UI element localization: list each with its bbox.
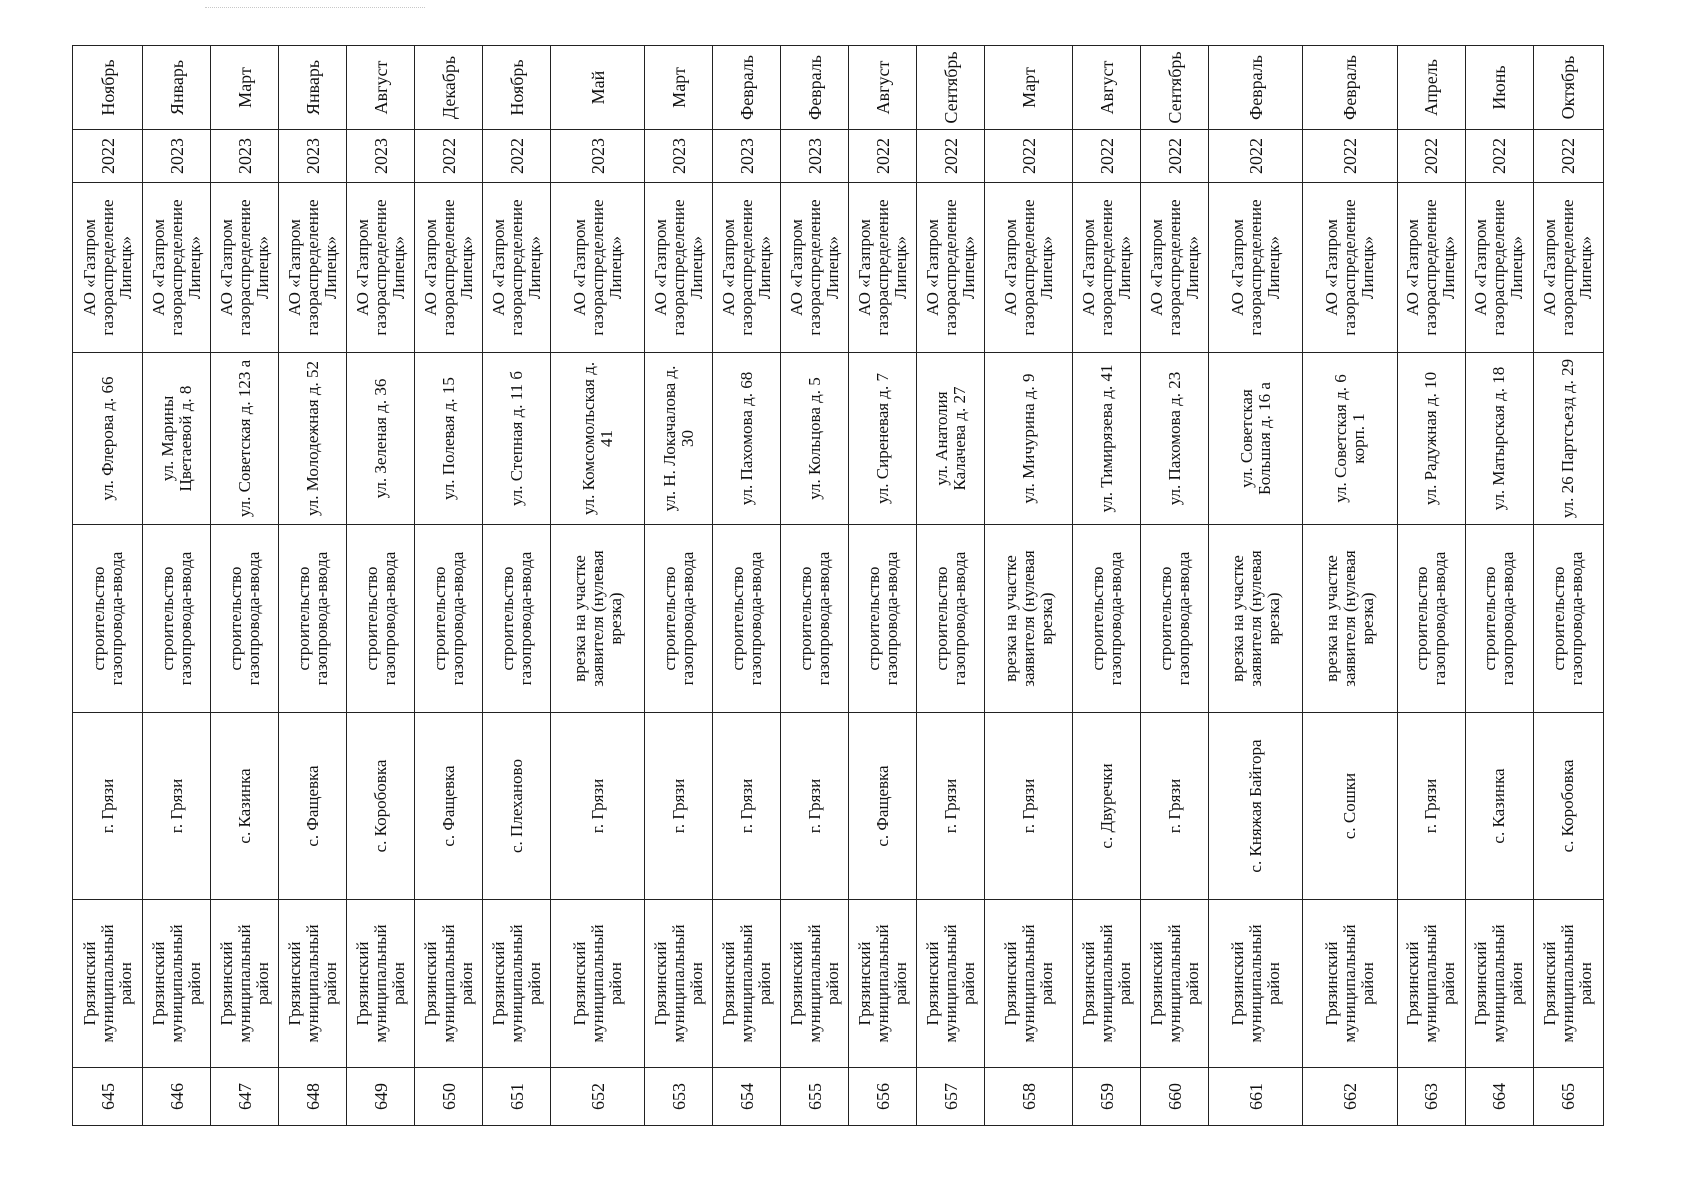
year-cell: 2022 <box>917 130 985 183</box>
table-row <box>415 46 483 1126</box>
table-row <box>849 46 917 1126</box>
year-cell: 2022 <box>1303 130 1397 183</box>
address-cell: ул. Тимирязева д. 41 <box>1073 353 1141 525</box>
organization-cell: АО «Газпром газораспределение Липецк» <box>1397 183 1465 353</box>
row-number: 648 <box>279 1068 347 1126</box>
organization-cell: АО «Газпром газораспределение Липецк» <box>551 183 645 353</box>
table-row <box>551 46 645 1126</box>
row-number: 651 <box>483 1068 551 1126</box>
table-row <box>483 46 551 1126</box>
year-cell: 2022 <box>985 130 1073 183</box>
locality-cell: с. Фащевка <box>279 713 347 900</box>
row-number: 658 <box>985 1068 1073 1126</box>
year-cell: 2023 <box>781 130 849 183</box>
row-number: 659 <box>1073 1068 1141 1126</box>
row-number: 649 <box>347 1068 415 1126</box>
table-row <box>713 46 781 1126</box>
table-row <box>279 46 347 1126</box>
month-cell: Июнь <box>1465 46 1533 130</box>
year-cell: 2022 <box>1073 130 1141 183</box>
address-cell: ул. Флерова д. 66 <box>73 353 143 525</box>
locality-cell: с. Казинка <box>1465 713 1533 900</box>
address-cell: ул. Анатолия Калачева д. 27 <box>917 353 985 525</box>
organization-cell: АО «Газпром газораспределение Липецк» <box>781 183 849 353</box>
district-cell: Грязинский муниципальный район <box>1141 900 1209 1068</box>
month-cell: Февраль <box>713 46 781 130</box>
row-number: 661 <box>1209 1068 1303 1126</box>
row-number: 654 <box>713 1068 781 1126</box>
month-cell: Февраль <box>1303 46 1397 130</box>
year-cell: 2022 <box>1465 130 1533 183</box>
table-row <box>781 46 849 1126</box>
address-cell: ул. Советская д. 123 а <box>211 353 279 525</box>
work-type-cell: строительство газопровода-ввода <box>645 525 713 713</box>
address-cell: ул. Радужная д. 10 <box>1397 353 1465 525</box>
locality-cell: г. Грязи <box>551 713 645 900</box>
address-cell: ул. Советская Большая д. 16 а <box>1209 353 1303 525</box>
locality-cell: с. Коробовка <box>347 713 415 900</box>
address-cell: ул. Кольцова д. 5 <box>781 353 849 525</box>
locality-cell: с. Казинка <box>211 713 279 900</box>
work-type-cell: строительство газопровода-ввода <box>917 525 985 713</box>
row-number: 660 <box>1141 1068 1209 1126</box>
month-cell: Октябрь <box>1533 46 1603 130</box>
row-number: 652 <box>551 1068 645 1126</box>
table-row <box>985 46 1073 1126</box>
locality-cell: г. Грязи <box>917 713 985 900</box>
organization-cell: АО «Газпром газораспределение Липецк» <box>985 183 1073 353</box>
district-cell: Грязинский муниципальный район <box>849 900 917 1068</box>
organization-cell: АО «Газпром газораспределение Липецк» <box>917 183 985 353</box>
organization-cell: АО «Газпром газораспределение Липецк» <box>483 183 551 353</box>
district-cell: Грязинский муниципальный район <box>985 900 1073 1068</box>
organization-cell: АО «Газпром газораспределение Липецк» <box>143 183 211 353</box>
year-cell: 2022 <box>1141 130 1209 183</box>
district-cell: Грязинский муниципальный район <box>483 900 551 1068</box>
district-cell: Грязинский муниципальный район <box>1073 900 1141 1068</box>
district-cell: Грязинский муниципальный район <box>1465 900 1533 1068</box>
locality-cell: с. Сошки <box>1303 713 1397 900</box>
year-cell: 2023 <box>347 130 415 183</box>
month-cell: Январь <box>279 46 347 130</box>
year-cell: 2022 <box>415 130 483 183</box>
work-type-cell: строительство газопровода-ввода <box>347 525 415 713</box>
district-cell: Грязинский муниципальный район <box>713 900 781 1068</box>
scan-artifact-line <box>205 7 425 8</box>
gasification-table <box>72 45 1604 1126</box>
address-cell: ул. Пахомова д. 23 <box>1141 353 1209 525</box>
row-number: 646 <box>143 1068 211 1126</box>
work-type-cell: врезка на участке заявителя (нулевая врезка) <box>985 525 1073 713</box>
year-cell: 2022 <box>1533 130 1603 183</box>
work-type-cell: строительство газопровода-ввода <box>1465 525 1533 713</box>
work-type-cell: строительство газопровода-ввода <box>849 525 917 713</box>
organization-cell: АО «Газпром газораспределение Липецк» <box>347 183 415 353</box>
table-row <box>917 46 985 1126</box>
district-cell: Грязинский муниципальный район <box>143 900 211 1068</box>
table-row <box>211 46 279 1126</box>
work-type-cell: строительство газопровода-ввода <box>483 525 551 713</box>
month-cell: Март <box>985 46 1073 130</box>
month-cell: Февраль <box>781 46 849 130</box>
month-cell: Сентябрь <box>1141 46 1209 130</box>
organization-cell: АО «Газпром газораспределение Липецк» <box>73 183 143 353</box>
row-number: 650 <box>415 1068 483 1126</box>
address-cell: ул. Молодежная д. 52 <box>279 353 347 525</box>
row-number: 656 <box>849 1068 917 1126</box>
work-type-cell: врезка на участке заявителя (нулевая врезка) <box>1303 525 1397 713</box>
district-cell: Грязинский муниципальный район <box>781 900 849 1068</box>
month-cell: Август <box>849 46 917 130</box>
month-cell: Март <box>645 46 713 130</box>
month-cell: Апрель <box>1397 46 1465 130</box>
district-cell: Грязинский муниципальный район <box>279 900 347 1068</box>
address-cell: ул. Н. Локачалова д. 30 <box>645 353 713 525</box>
district-cell: Грязинский муниципальный район <box>1303 900 1397 1068</box>
organization-cell: АО «Газпром газораспределение Липецк» <box>1141 183 1209 353</box>
district-cell: Грязинский муниципальный район <box>211 900 279 1068</box>
locality-cell: с. Фащевка <box>849 713 917 900</box>
locality-cell: г. Грязи <box>1397 713 1465 900</box>
month-cell: Май <box>551 46 645 130</box>
row-number: 655 <box>781 1068 849 1126</box>
work-type-cell: строительство газопровода-ввода <box>1397 525 1465 713</box>
address-cell: ул. Пахомова д. 68 <box>713 353 781 525</box>
organization-cell: АО «Газпром газораспределение Липецк» <box>1465 183 1533 353</box>
address-cell: ул. Матырская д. 18 <box>1465 353 1533 525</box>
year-cell: 2022 <box>483 130 551 183</box>
work-type-cell: строительство газопровода-ввода <box>211 525 279 713</box>
year-cell: 2023 <box>279 130 347 183</box>
row-number: 664 <box>1465 1068 1533 1126</box>
table-row <box>645 46 713 1126</box>
organization-cell: АО «Газпром газораспределение Липецк» <box>849 183 917 353</box>
row-number: 663 <box>1397 1068 1465 1126</box>
locality-cell: с. Княжая Байгора <box>1209 713 1303 900</box>
district-cell: Грязинский муниципальный район <box>1209 900 1303 1068</box>
rotated-table-page <box>72 51 1604 1126</box>
month-cell: Август <box>1073 46 1141 130</box>
organization-cell: АО «Газпром газораспределение Липецк» <box>645 183 713 353</box>
organization-cell: АО «Газпром газораспределение Липецк» <box>1303 183 1397 353</box>
district-cell: Грязинский муниципальный район <box>645 900 713 1068</box>
table-row <box>1209 46 1303 1126</box>
month-cell: Январь <box>143 46 211 130</box>
locality-cell: с. Коробовка <box>1533 713 1603 900</box>
organization-cell: АО «Газпром газораспределение Липецк» <box>415 183 483 353</box>
district-cell: Грязинский муниципальный район <box>551 900 645 1068</box>
locality-cell: г. Грязи <box>645 713 713 900</box>
work-type-cell: врезка на участке заявителя (нулевая врезка) <box>551 525 645 713</box>
work-type-cell: строительство газопровода-ввода <box>1533 525 1603 713</box>
year-cell: 2023 <box>713 130 781 183</box>
work-type-cell: строительство газопровода-ввода <box>143 525 211 713</box>
year-cell: 2023 <box>211 130 279 183</box>
organization-cell: АО «Газпром газораспределение Липецк» <box>713 183 781 353</box>
locality-cell: с. Плеханово <box>483 713 551 900</box>
address-cell: ул. Зеленая д. 36 <box>347 353 415 525</box>
organization-cell: АО «Газпром газораспределение Липецк» <box>1209 183 1303 353</box>
month-cell: Ноябрь <box>73 46 143 130</box>
year-cell: 2022 <box>1209 130 1303 183</box>
year-cell: 2022 <box>73 130 143 183</box>
table-row <box>73 46 143 1126</box>
address-cell: ул. Степная д. 11 б <box>483 353 551 525</box>
locality-cell: с. Двуречки <box>1073 713 1141 900</box>
table-row <box>1533 46 1603 1126</box>
year-cell: 2022 <box>849 130 917 183</box>
year-cell: 2023 <box>551 130 645 183</box>
table-row <box>1073 46 1141 1126</box>
address-cell: ул. Советская д. 6 корп. 1 <box>1303 353 1397 525</box>
work-type-cell: строительство газопровода-ввода <box>415 525 483 713</box>
table-row <box>143 46 211 1126</box>
month-cell: Август <box>347 46 415 130</box>
work-type-cell: врезка на участке заявителя (нулевая врезка) <box>1209 525 1303 713</box>
work-type-cell: строительство газопровода-ввода <box>1141 525 1209 713</box>
locality-cell: г. Грязи <box>781 713 849 900</box>
address-cell: ул. Полевая д. 15 <box>415 353 483 525</box>
year-cell: 2023 <box>645 130 713 183</box>
district-cell: Грязинский муниципальный район <box>1533 900 1603 1068</box>
year-cell: 2023 <box>143 130 211 183</box>
row-number: 657 <box>917 1068 985 1126</box>
month-cell: Сентябрь <box>917 46 985 130</box>
address-cell: ул. Марины Цветаевой д. 8 <box>143 353 211 525</box>
work-type-cell: строительство газопровода-ввода <box>1073 525 1141 713</box>
organization-cell: АО «Газпром газораспределение Липецк» <box>1533 183 1603 353</box>
month-cell: Ноябрь <box>483 46 551 130</box>
table-row <box>1397 46 1465 1126</box>
row-number: 665 <box>1533 1068 1603 1126</box>
work-type-cell: строительство газопровода-ввода <box>279 525 347 713</box>
table-row <box>1303 46 1397 1126</box>
address-cell: ул. 26 Партсъезд д. 29 <box>1533 353 1603 525</box>
locality-cell: г. Грязи <box>73 713 143 900</box>
locality-cell: г. Грязи <box>143 713 211 900</box>
month-cell: Декабрь <box>415 46 483 130</box>
row-number: 645 <box>73 1068 143 1126</box>
row-number: 662 <box>1303 1068 1397 1126</box>
table-row <box>1465 46 1533 1126</box>
work-type-cell: строительство газопровода-ввода <box>713 525 781 713</box>
work-type-cell: строительство газопровода-ввода <box>781 525 849 713</box>
locality-cell: г. Грязи <box>985 713 1073 900</box>
table-row <box>1141 46 1209 1126</box>
row-number: 647 <box>211 1068 279 1126</box>
district-cell: Грязинский муниципальный район <box>415 900 483 1068</box>
district-cell: Грязинский муниципальный район <box>917 900 985 1068</box>
address-cell: ул. Сиреневая д. 7 <box>849 353 917 525</box>
year-cell: 2022 <box>1397 130 1465 183</box>
address-cell: ул. Мичурина д. 9 <box>985 353 1073 525</box>
locality-cell: г. Грязи <box>713 713 781 900</box>
district-cell: Грязинский муниципальный район <box>347 900 415 1068</box>
month-cell: Февраль <box>1209 46 1303 130</box>
organization-cell: АО «Газпром газораспределение Липецк» <box>279 183 347 353</box>
table-body <box>73 46 1604 1126</box>
locality-cell: с. Фащевка <box>415 713 483 900</box>
month-cell: Март <box>211 46 279 130</box>
work-type-cell: строительство газопровода-ввода <box>73 525 143 713</box>
table-row <box>347 46 415 1126</box>
organization-cell: АО «Газпром газораспределение Липецк» <box>1073 183 1141 353</box>
locality-cell: г. Грязи <box>1141 713 1209 900</box>
organization-cell: АО «Газпром газораспределение Липецк» <box>211 183 279 353</box>
district-cell: Грязинский муниципальный район <box>73 900 143 1068</box>
district-cell: Грязинский муниципальный район <box>1397 900 1465 1068</box>
row-number: 653 <box>645 1068 713 1126</box>
address-cell: ул. Комсомольская д. 41 <box>551 353 645 525</box>
